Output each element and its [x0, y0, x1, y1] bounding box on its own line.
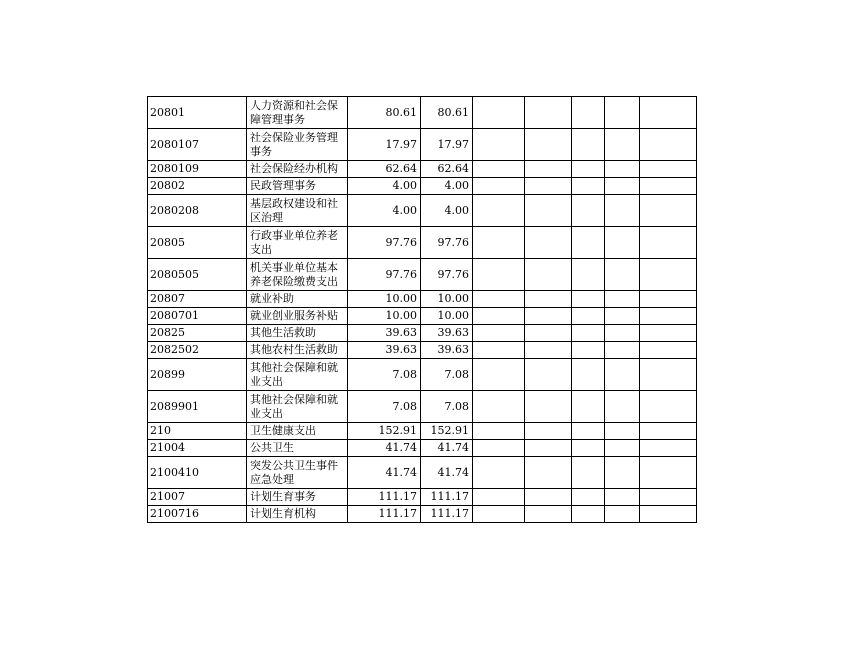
cell-empty: [525, 489, 572, 506]
cell-empty: [605, 308, 640, 325]
cell-empty: [605, 489, 640, 506]
cell-empty: [572, 195, 605, 227]
cell-empty: [640, 161, 697, 178]
cell-value-2: 152.91: [421, 423, 473, 440]
cell-empty: [473, 291, 525, 308]
cell-value-2: 80.61: [421, 97, 473, 129]
cell-empty: [525, 259, 572, 291]
cell-code: 21004: [148, 440, 247, 457]
cell-code: 2100716: [148, 506, 247, 523]
cell-name: 就业创业服务补贴: [247, 308, 348, 325]
table-row: [148, 423, 697, 440]
cell-name: 机关事业单位基本养老保险缴费支出: [247, 259, 348, 291]
cell-name: 卫生健康支出: [247, 423, 348, 440]
cell-empty: [605, 359, 640, 391]
cell-empty: [605, 291, 640, 308]
cell-value-2: 7.08: [421, 359, 473, 391]
cell-value-1: 97.76: [348, 259, 421, 291]
cell-code: 20805: [148, 227, 247, 259]
cell-empty: [473, 342, 525, 359]
cell-empty: [473, 97, 525, 129]
cell-name: 社会保险业务管理事务: [247, 129, 348, 161]
cell-value-2: 97.76: [421, 259, 473, 291]
cell-name: 其他社会保障和就业支出: [247, 359, 348, 391]
cell-value-1: 111.17: [348, 506, 421, 523]
cell-empty: [640, 489, 697, 506]
cell-empty: [572, 259, 605, 291]
cell-empty: [572, 359, 605, 391]
table-row: [148, 489, 697, 506]
cell-empty: [473, 506, 525, 523]
cell-empty: [572, 129, 605, 161]
cell-empty: [473, 227, 525, 259]
cell-name: 社会保险经办机构: [247, 161, 348, 178]
cell-code: 2100410: [148, 457, 247, 489]
cell-empty: [640, 325, 697, 342]
cell-empty: [605, 259, 640, 291]
cell-empty: [473, 489, 525, 506]
cell-empty: [473, 161, 525, 178]
cell-empty: [525, 129, 572, 161]
cell-empty: [473, 259, 525, 291]
cell-value-1: 97.76: [348, 227, 421, 259]
cell-empty: [525, 161, 572, 178]
cell-empty: [473, 423, 525, 440]
cell-code: 21007: [148, 489, 247, 506]
cell-empty: [605, 391, 640, 423]
cell-value-1: 10.00: [348, 308, 421, 325]
cell-empty: [640, 359, 697, 391]
cell-name: 行政事业单位养老支出: [247, 227, 348, 259]
cell-empty: [572, 178, 605, 195]
cell-code: 20802: [148, 178, 247, 195]
cell-empty: [605, 506, 640, 523]
cell-empty: [572, 308, 605, 325]
cell-empty: [525, 457, 572, 489]
cell-empty: [640, 342, 697, 359]
cell-code: 210: [148, 423, 247, 440]
cell-code: 20801: [148, 97, 247, 129]
cell-empty: [572, 325, 605, 342]
cell-name: 其他社会保障和就业支出: [247, 391, 348, 423]
cell-empty: [525, 308, 572, 325]
cell-empty: [640, 423, 697, 440]
cell-empty: [640, 259, 697, 291]
cell-empty: [640, 391, 697, 423]
cell-value-2: 111.17: [421, 506, 473, 523]
cell-empty: [525, 391, 572, 423]
cell-value-1: 80.61: [348, 97, 421, 129]
table-row: [148, 359, 697, 391]
cell-empty: [525, 359, 572, 391]
cell-value-1: 39.63: [348, 342, 421, 359]
cell-value-2: 4.00: [421, 195, 473, 227]
table-row: [148, 227, 697, 259]
cell-code: 2080107: [148, 129, 247, 161]
table-row: [148, 342, 697, 359]
cell-name: 其他农村生活救助: [247, 342, 348, 359]
cell-empty: [605, 161, 640, 178]
cell-code: 2080701: [148, 308, 247, 325]
cell-value-1: 17.97: [348, 129, 421, 161]
cell-value-1: 7.08: [348, 391, 421, 423]
table-row: [148, 506, 697, 523]
cell-empty: [605, 342, 640, 359]
cell-empty: [640, 291, 697, 308]
cell-empty: [605, 178, 640, 195]
cell-empty: [473, 195, 525, 227]
cell-value-2: 10.00: [421, 308, 473, 325]
cell-empty: [572, 161, 605, 178]
cell-empty: [572, 489, 605, 506]
cell-name: 其他生活救助: [247, 325, 348, 342]
cell-empty: [640, 227, 697, 259]
cell-empty: [605, 97, 640, 129]
cell-value-2: 17.97: [421, 129, 473, 161]
cell-empty: [572, 440, 605, 457]
table-row: [148, 195, 697, 227]
cell-empty: [572, 97, 605, 129]
cell-empty: [473, 359, 525, 391]
cell-empty: [473, 457, 525, 489]
cell-value-2: 7.08: [421, 391, 473, 423]
cell-value-1: 152.91: [348, 423, 421, 440]
cell-value-1: 10.00: [348, 291, 421, 308]
cell-empty: [525, 195, 572, 227]
cell-empty: [605, 195, 640, 227]
cell-name: 民政管理事务: [247, 178, 348, 195]
table-body: [148, 97, 697, 523]
table-row: [148, 129, 697, 161]
cell-code: 2080208: [148, 195, 247, 227]
cell-empty: [525, 325, 572, 342]
cell-empty: [525, 423, 572, 440]
cell-empty: [525, 291, 572, 308]
cell-value-1: 41.74: [348, 440, 421, 457]
cell-name: 计划生育事务: [247, 489, 348, 506]
cell-empty: [525, 342, 572, 359]
cell-empty: [640, 129, 697, 161]
cell-empty: [572, 457, 605, 489]
cell-value-2: 39.63: [421, 342, 473, 359]
cell-empty: [525, 97, 572, 129]
cell-value-1: 41.74: [348, 457, 421, 489]
cell-code: 20807: [148, 291, 247, 308]
cell-value-1: 7.08: [348, 359, 421, 391]
cell-value-2: 62.64: [421, 161, 473, 178]
cell-value-1: 4.00: [348, 178, 421, 195]
budget-table: [147, 96, 697, 523]
cell-empty: [473, 325, 525, 342]
cell-value-2: 41.74: [421, 440, 473, 457]
cell-empty: [640, 440, 697, 457]
cell-empty: [640, 97, 697, 129]
cell-code: 20825: [148, 325, 247, 342]
cell-name: 就业补助: [247, 291, 348, 308]
cell-code: 2080109: [148, 161, 247, 178]
cell-value-1: 39.63: [348, 325, 421, 342]
table-row: [148, 259, 697, 291]
table-row: [148, 440, 697, 457]
cell-empty: [640, 308, 697, 325]
cell-empty: [605, 325, 640, 342]
cell-name: 突发公共卫生事件应急处理: [247, 457, 348, 489]
table-row: [148, 308, 697, 325]
table-row: [148, 457, 697, 489]
cell-name: 基层政权建设和社区治理: [247, 195, 348, 227]
cell-empty: [473, 129, 525, 161]
cell-empty: [525, 227, 572, 259]
cell-empty: [572, 227, 605, 259]
cell-value-1: 62.64: [348, 161, 421, 178]
cell-empty: [473, 440, 525, 457]
table-row: [148, 161, 697, 178]
table-row: [148, 178, 697, 195]
table-row: [148, 391, 697, 423]
cell-empty: [605, 440, 640, 457]
cell-code: 2089901: [148, 391, 247, 423]
cell-name: 计划生育机构: [247, 506, 348, 523]
cell-code: 2080505: [148, 259, 247, 291]
cell-value-2: 4.00: [421, 178, 473, 195]
cell-value-2: 97.76: [421, 227, 473, 259]
cell-empty: [605, 129, 640, 161]
cell-empty: [572, 423, 605, 440]
cell-code: 2082502: [148, 342, 247, 359]
cell-empty: [640, 457, 697, 489]
cell-empty: [572, 391, 605, 423]
table-row: [148, 97, 697, 129]
table-row: [148, 325, 697, 342]
cell-empty: [572, 342, 605, 359]
cell-empty: [640, 178, 697, 195]
cell-empty: [640, 195, 697, 227]
cell-empty: [525, 440, 572, 457]
cell-empty: [605, 457, 640, 489]
cell-name: 公共卫生: [247, 440, 348, 457]
cell-empty: [605, 227, 640, 259]
cell-value-2: 39.63: [421, 325, 473, 342]
cell-empty: [572, 506, 605, 523]
cell-empty: [525, 506, 572, 523]
cell-empty: [525, 178, 572, 195]
cell-value-1: 111.17: [348, 489, 421, 506]
cell-value-2: 10.00: [421, 291, 473, 308]
cell-empty: [473, 178, 525, 195]
cell-value-2: 41.74: [421, 457, 473, 489]
cell-code: 20899: [148, 359, 247, 391]
cell-empty: [473, 391, 525, 423]
cell-empty: [605, 423, 640, 440]
table-row: [148, 291, 697, 308]
cell-name: 人力资源和社会保障管理事务: [247, 97, 348, 129]
cell-empty: [572, 291, 605, 308]
cell-empty: [640, 506, 697, 523]
cell-empty: [473, 308, 525, 325]
cell-value-1: 4.00: [348, 195, 421, 227]
cell-value-2: 111.17: [421, 489, 473, 506]
